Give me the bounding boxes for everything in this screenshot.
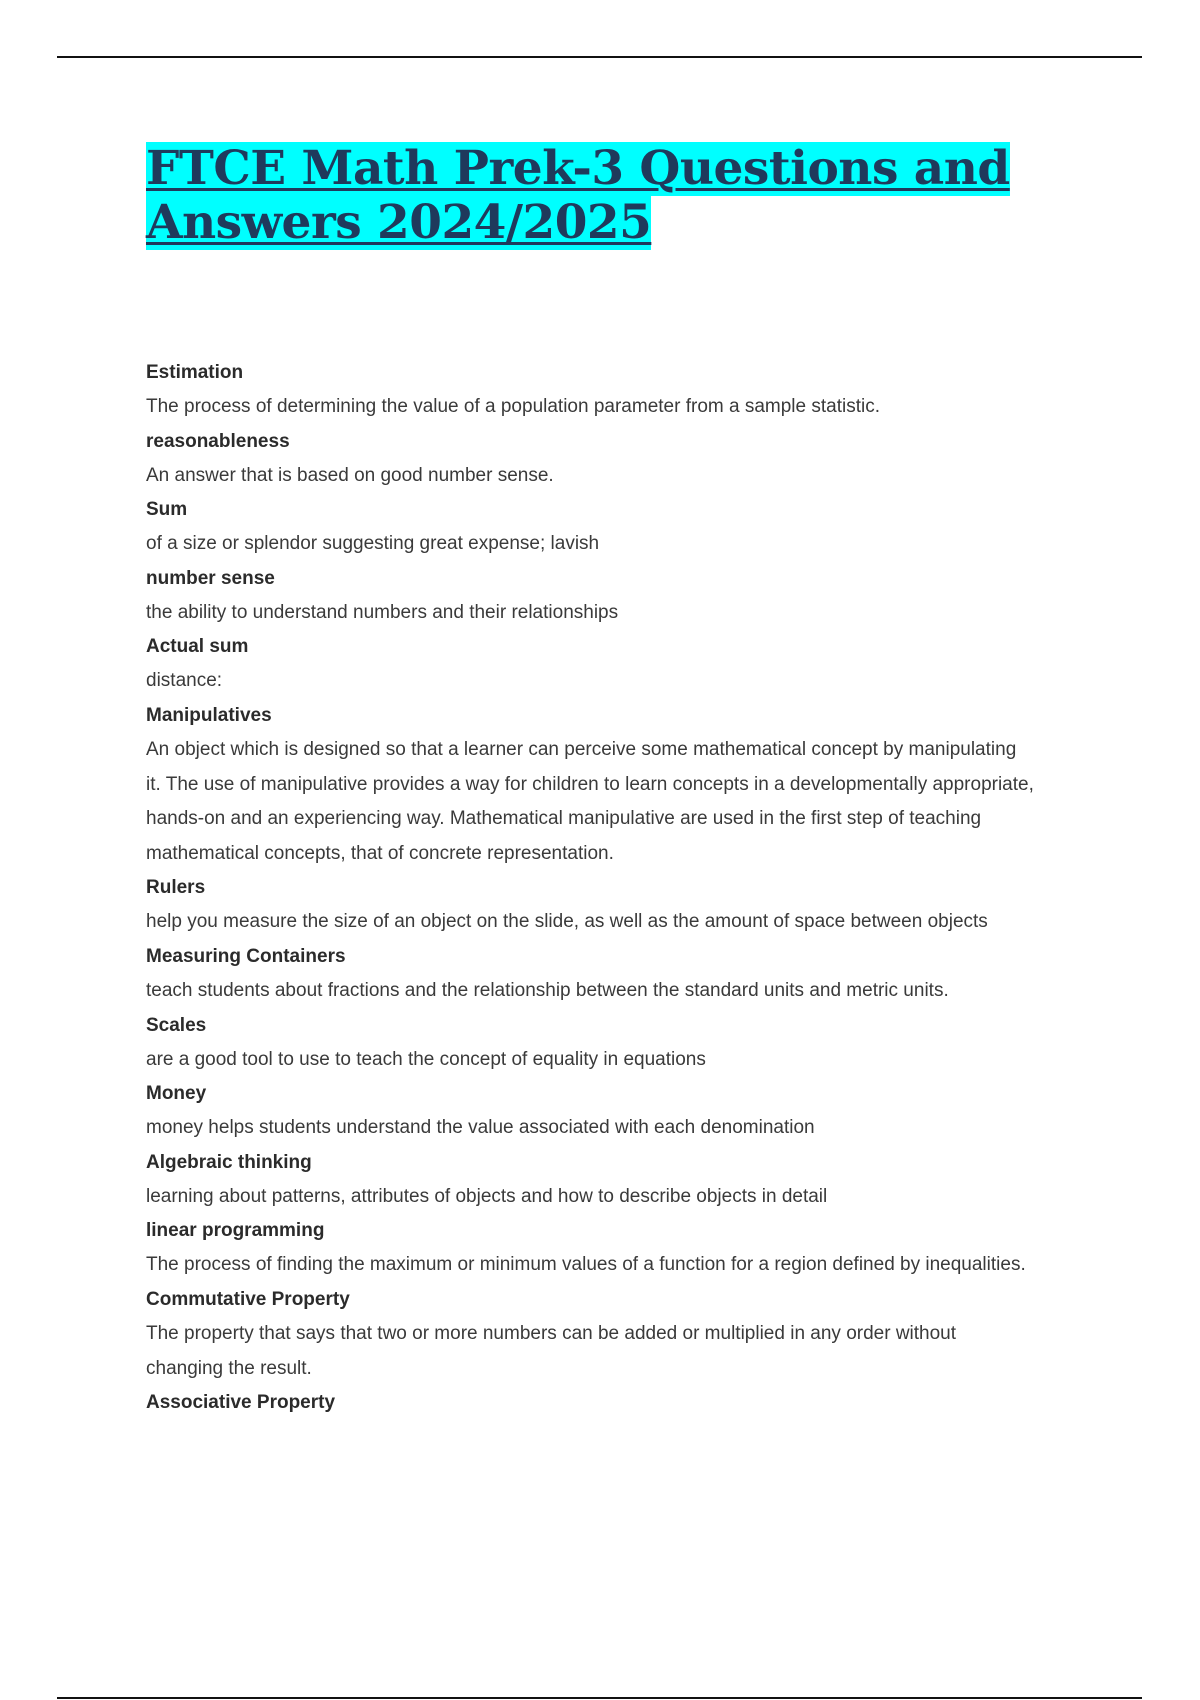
top-rule: [57, 56, 1142, 58]
glossary-entry: [146, 356, 1096, 425]
entry-definition: [146, 596, 1096, 631]
glossary-entry: [146, 1283, 1096, 1386]
definition-line: teach students about fractions and the relationship between the standard units and metric units.: [146, 979, 949, 1001]
definition-line: money helps students understand the value associated with each denomination: [146, 1117, 815, 1139]
definition-line: it. The use of manipulative provides a way for children to learn concepts in a developmentally appropriate,: [146, 773, 1034, 795]
title-line-2: Answers 2024/2025: [146, 195, 652, 250]
glossary-entry: [146, 1009, 1096, 1078]
definition-line: An answer that is based on good number sense.: [146, 464, 554, 486]
document-title: [146, 142, 1106, 250]
entry-term: number sense: [146, 567, 275, 589]
definition-line: distance:: [146, 670, 223, 692]
entry-term: Measuring Containers: [146, 945, 346, 967]
definition-line: The process of determining the value of a population parameter from a sample statistic.: [146, 396, 880, 417]
entry-term: Scales: [146, 1014, 207, 1036]
definition-line: mathematical concepts, that of concrete representation.: [146, 842, 614, 864]
entry-definition: [146, 974, 1096, 1009]
entry-definition: [146, 1317, 1096, 1386]
entry-term: linear programming: [146, 1220, 325, 1242]
bottom-rule: [57, 1697, 1142, 1699]
entry-term: Money: [146, 1083, 207, 1105]
entry-definition: [146, 527, 1096, 562]
entry-term: Rulers: [146, 877, 206, 899]
glossary-entry: [146, 493, 1096, 562]
entry-definition: [146, 1180, 1096, 1215]
entry-definition: [146, 459, 1096, 494]
definition-line: the ability to understand numbers and their relationships: [146, 601, 619, 623]
glossary-entry: [146, 1386, 1096, 1420]
entry-definition: [146, 390, 1096, 425]
definition-line: An object which is designed so that a learner can perceive some mathematical concept by manipulating: [146, 738, 1017, 760]
entry-term: Sum: [146, 499, 188, 521]
entry-term: Associative Property: [146, 1392, 336, 1414]
entry-term: Algebraic thinking: [146, 1151, 312, 1173]
glossary-entry: [146, 425, 1096, 494]
glossary-entry: [146, 630, 1096, 699]
entry-term: reasonableness: [146, 430, 290, 452]
entry-definition: [146, 664, 1096, 699]
glossary-entry: [146, 699, 1096, 871]
entry-definition: [146, 905, 1096, 940]
glossary-entry: [146, 1214, 1096, 1283]
entry-term: Estimation: [146, 362, 244, 383]
entry-definition: [146, 1248, 1096, 1283]
glossary-entry: [146, 1077, 1096, 1146]
entry-definition: [146, 1043, 1096, 1078]
glossary-list: [146, 356, 1096, 1420]
definition-line: learning about patterns, attributes of objects and how to describe objects in detail: [146, 1185, 828, 1207]
entry-term: Manipulatives: [146, 704, 272, 726]
title-line-1: FTCE Math Prek-3 Questions and: [146, 141, 1010, 196]
glossary-entry: [146, 562, 1096, 631]
definition-line: changing the result.: [146, 1357, 312, 1379]
definition-line: of a size or splendor suggesting great expense; lavish: [146, 533, 600, 555]
glossary-entry: [146, 871, 1096, 940]
entry-definition: [146, 733, 1096, 871]
definition-line: hands-on and an experiencing way. Mathematical manipulative are used in the first step of teaching: [146, 808, 982, 830]
definition-line: The process of finding the maximum or minimum values of a function for a region defined by inequalities.: [146, 1254, 1026, 1276]
definition-line: are a good tool to use to teach the concept of equality in equations: [146, 1048, 706, 1070]
entry-term: Actual sum: [146, 636, 249, 658]
definition-line: The property that says that two or more numbers can be added or multiplied in any order without: [146, 1322, 957, 1344]
entry-definition: [146, 1111, 1096, 1146]
definition-line: help you measure the size of an object on the slide, as well as the amount of space between objects: [146, 911, 988, 933]
entry-term: Commutative Property: [146, 1288, 350, 1310]
glossary-entry: [146, 940, 1096, 1009]
glossary-entry: [146, 1146, 1096, 1215]
